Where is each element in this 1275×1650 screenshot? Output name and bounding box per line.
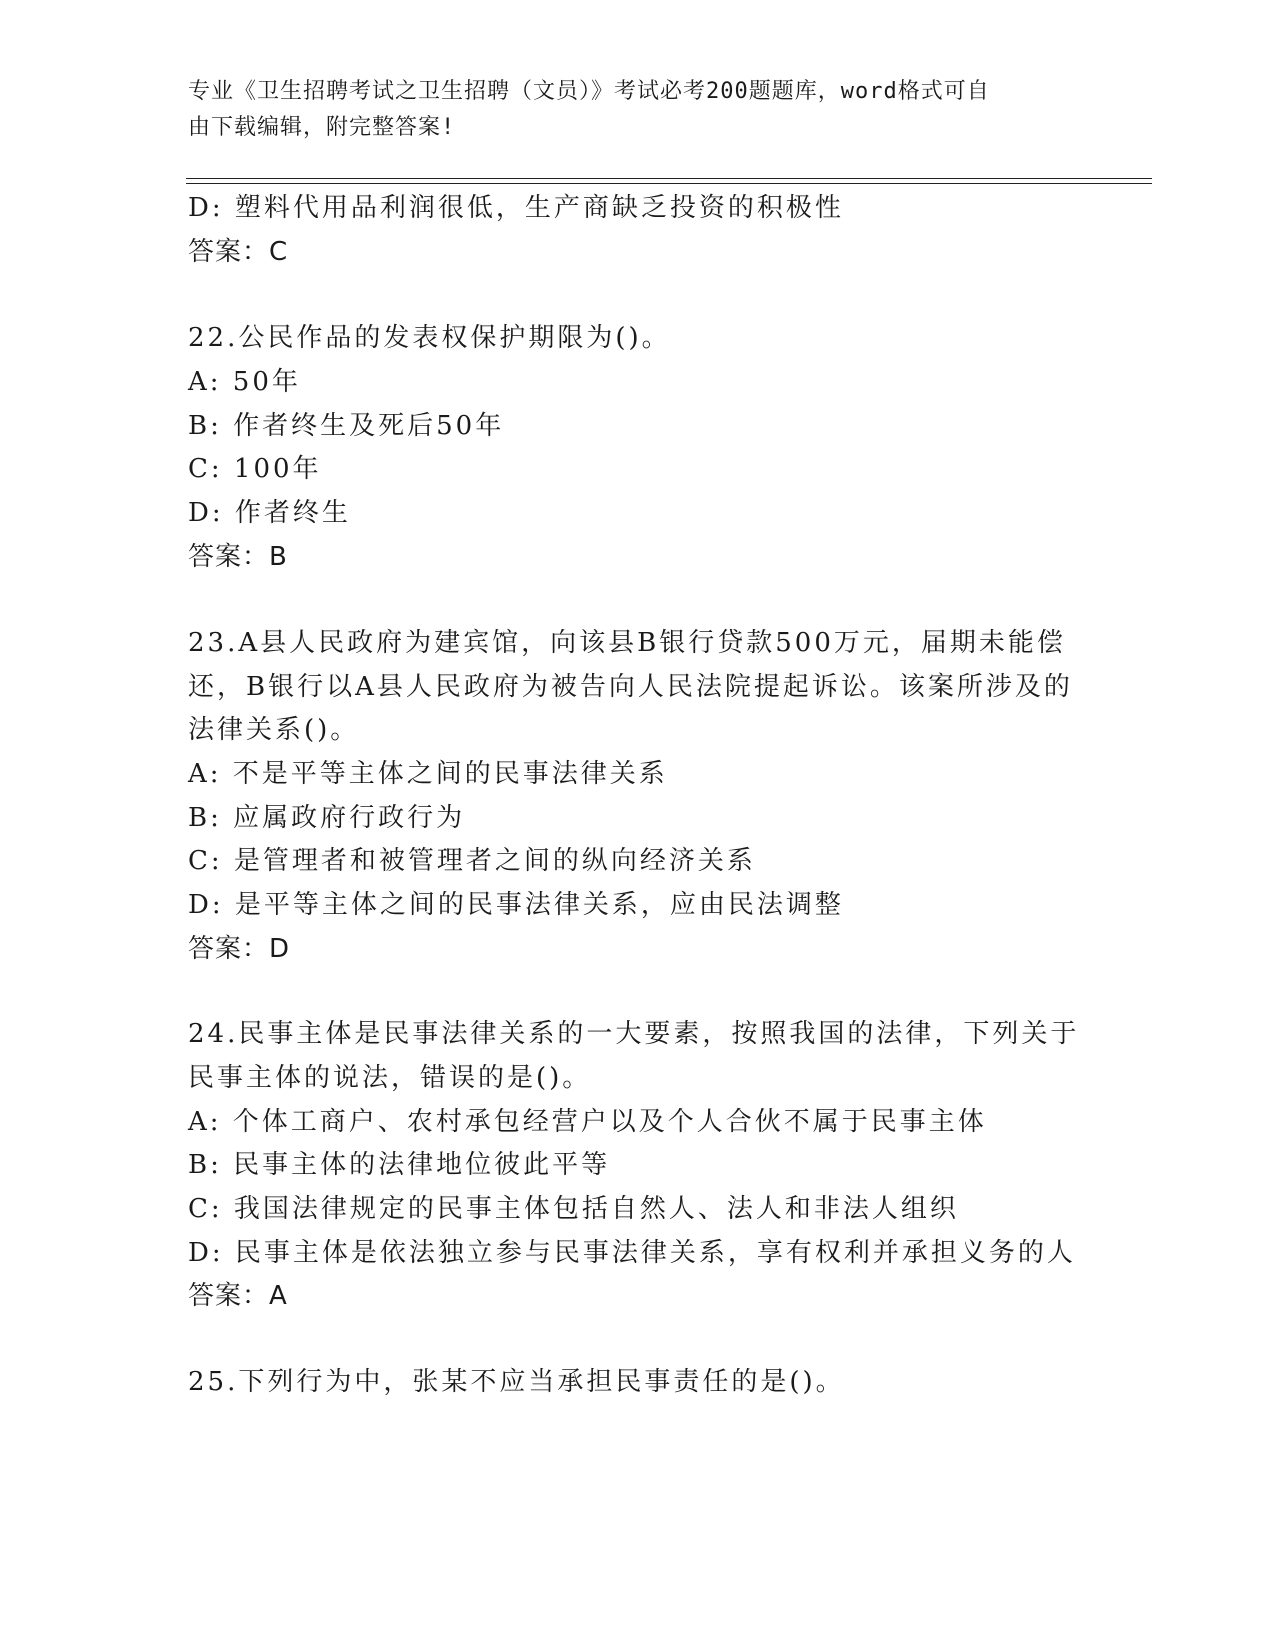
q24-stem-line-2: 民事主体的说法，错误的是()。 bbox=[188, 1063, 592, 1093]
q24-option-c: C: 我国法律规定的民事主体包括自然人、法人和非法人组织 bbox=[188, 1194, 959, 1224]
q22-option-d: D: 作者终生 bbox=[188, 498, 351, 528]
prev-option-d: D: 塑料代用品利润很低，生产商缺乏投资的积极性 bbox=[188, 193, 844, 223]
q25-stem: 25.下列行为中，张某不应当承担民事责任的是()。 bbox=[188, 1367, 845, 1397]
header-rule-top bbox=[186, 178, 1152, 179]
document-header bbox=[188, 74, 1068, 146]
q23-option-a: A: 不是平等主体之间的民事法律关系 bbox=[188, 759, 668, 789]
q22-option-a: A: 50年 bbox=[188, 367, 301, 397]
header-rule-bottom bbox=[186, 183, 1152, 184]
q22-option-b: B: 作者终生及死后50年 bbox=[188, 411, 505, 441]
prev-answer: 答案：C bbox=[188, 237, 289, 267]
header-line-2: 由下载编辑，附完整答案! bbox=[188, 115, 456, 140]
q22-answer: 答案：B bbox=[188, 542, 288, 572]
q22-option-c: C: 100年 bbox=[188, 454, 322, 484]
q22-stem: 22.公民作品的发表权保护期限为()。 bbox=[188, 323, 671, 353]
header-line-1: 专业《卫生招聘考试之卫生招聘（文员）》考试必考200题题库，word格式可自 bbox=[188, 79, 990, 104]
q24-option-d: D: 民事主体是依法独立参与民事法律关系，享有权利并承担义务的人 bbox=[188, 1238, 1076, 1268]
q23-stem-line-3: 法律关系()。 bbox=[188, 715, 360, 745]
q24-option-a: A: 个体工商户、农村承包经营户以及个人合伙不属于民事主体 bbox=[188, 1107, 987, 1137]
q24-answer: 答案：A bbox=[188, 1281, 288, 1311]
q23-option-d: D: 是平等主体之间的民事法律关系，应由民法调整 bbox=[188, 890, 844, 920]
q23-stem-line-1: 23.A县人民政府为建宾馆，向该县B银行贷款500万元，届期未能偿 bbox=[188, 628, 1066, 658]
q23-stem-line-2: 还，B银行以A县人民政府为被告向人民法院提起诉讼。该案所涉及的 bbox=[188, 672, 1073, 702]
q23-answer: 答案：D bbox=[188, 934, 291, 964]
q23-option-c: C: 是管理者和被管理者之间的纵向经济关系 bbox=[188, 846, 756, 876]
q23-option-b: B: 应属政府行政行为 bbox=[188, 803, 466, 833]
q24-option-b: B: 民事主体的法律地位彼此平等 bbox=[188, 1150, 611, 1180]
q24-stem-line-1: 24.民事主体是民事法律关系的一大要素，按照我国的法律，下列关于 bbox=[188, 1019, 1080, 1049]
